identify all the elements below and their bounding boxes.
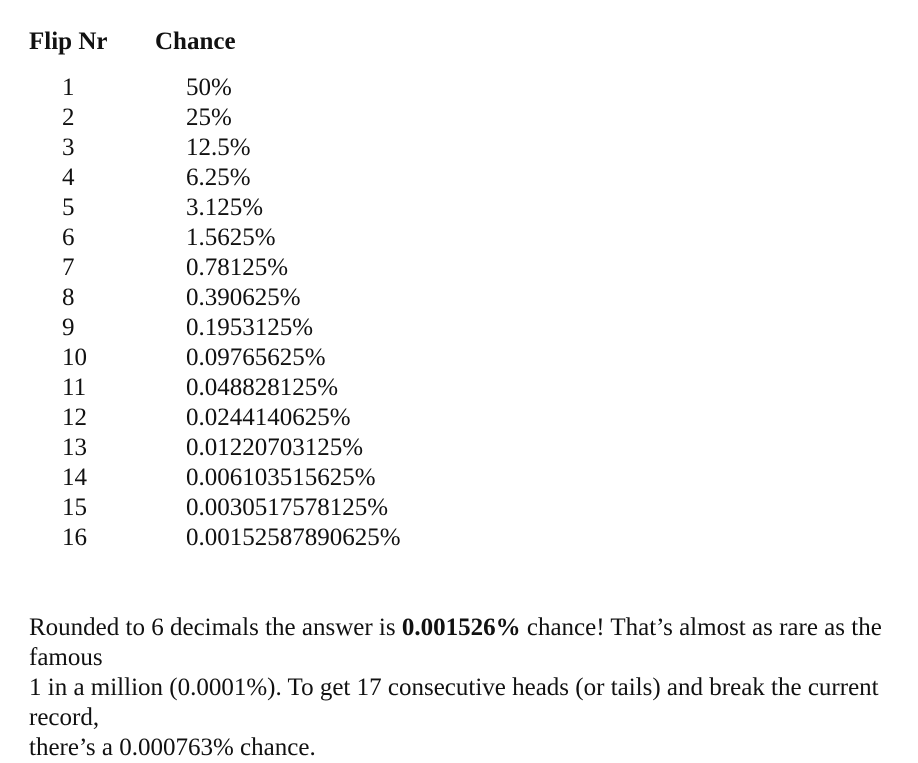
text-run: chance! That’s almost as rare as the famous: [29, 614, 882, 671]
cell-chance-value: 0.0244140625%: [186, 404, 351, 431]
text-run: there’s a 0.000763% chance.: [29, 734, 316, 761]
cell-flip-number: 11: [62, 374, 87, 401]
cell-chance-value: 0.048828125%: [186, 374, 339, 401]
table-row: [29, 103, 899, 133]
table-row: [29, 463, 899, 493]
table-row: [29, 493, 899, 523]
cell-chance-value: 0.006103515625%: [186, 464, 376, 491]
table-row: [29, 403, 899, 433]
cell-flip-number: 9: [62, 314, 75, 341]
cell-chance-value: 50%: [186, 74, 232, 101]
cell-flip-number: 3: [62, 134, 75, 161]
cell-chance-value: 0.01220703125%: [186, 434, 364, 461]
cell-flip-number: 13: [62, 434, 87, 461]
table-row: [29, 373, 899, 403]
bold-highlight: 0.001526%: [401, 614, 521, 641]
cell-flip-number: 16: [62, 524, 87, 551]
cell-flip-number: 1: [62, 74, 75, 101]
cell-flip-number: 6: [62, 224, 75, 251]
cell-flip-number: 5: [62, 194, 75, 221]
cell-chance-value: 0.09765625%: [186, 344, 326, 371]
summary-paragraph: [29, 613, 899, 763]
cell-flip-number: 8: [62, 284, 75, 311]
text-run: 1 in a million (0.0001%). To get 17 consecutive heads (or tails) and break the current record,: [29, 674, 879, 731]
cell-chance-value: 12.5%: [186, 134, 251, 161]
table-row: [29, 163, 899, 193]
cell-chance-value: 0.78125%: [186, 254, 289, 281]
table-row: [29, 253, 899, 283]
header-chance: Chance: [155, 28, 236, 55]
cell-flip-number: 10: [62, 344, 87, 371]
table-row: [29, 193, 899, 223]
cell-chance-value: 6.25%: [186, 164, 251, 191]
table-row: [29, 313, 899, 343]
table-row: [29, 133, 899, 163]
flip-table-header: [29, 27, 899, 57]
cell-chance-value: 0.0030517578125%: [186, 494, 389, 521]
cell-chance-value: 25%: [186, 104, 232, 131]
cell-chance-value: 0.00152587890625%: [186, 524, 401, 551]
paragraph-line: [29, 613, 899, 673]
table-row: [29, 523, 899, 553]
cell-chance-value: 0.1953125%: [186, 314, 314, 341]
cell-chance-value: 0.390625%: [186, 284, 301, 311]
document-page: [29, 27, 899, 763]
table-row: [29, 223, 899, 253]
table-row: [29, 73, 899, 103]
cell-chance-value: 1.5625%: [186, 224, 276, 251]
header-flip-nr: Flip Nr: [29, 28, 108, 55]
table-row: [29, 283, 899, 313]
paragraph-line: [29, 733, 899, 763]
table-row: [29, 343, 899, 373]
cell-flip-number: 4: [62, 164, 75, 191]
cell-flip-number: 15: [62, 494, 87, 521]
cell-flip-number: 2: [62, 104, 75, 131]
cell-flip-number: 14: [62, 464, 87, 491]
cell-flip-number: 7: [62, 254, 75, 281]
flip-table: [29, 73, 899, 553]
text-run: Rounded to 6 decimals the answer is: [29, 614, 402, 641]
cell-chance-value: 3.125%: [186, 194, 264, 221]
paragraph-line: [29, 673, 899, 733]
table-row: [29, 433, 899, 463]
cell-flip-number: 12: [62, 404, 87, 431]
